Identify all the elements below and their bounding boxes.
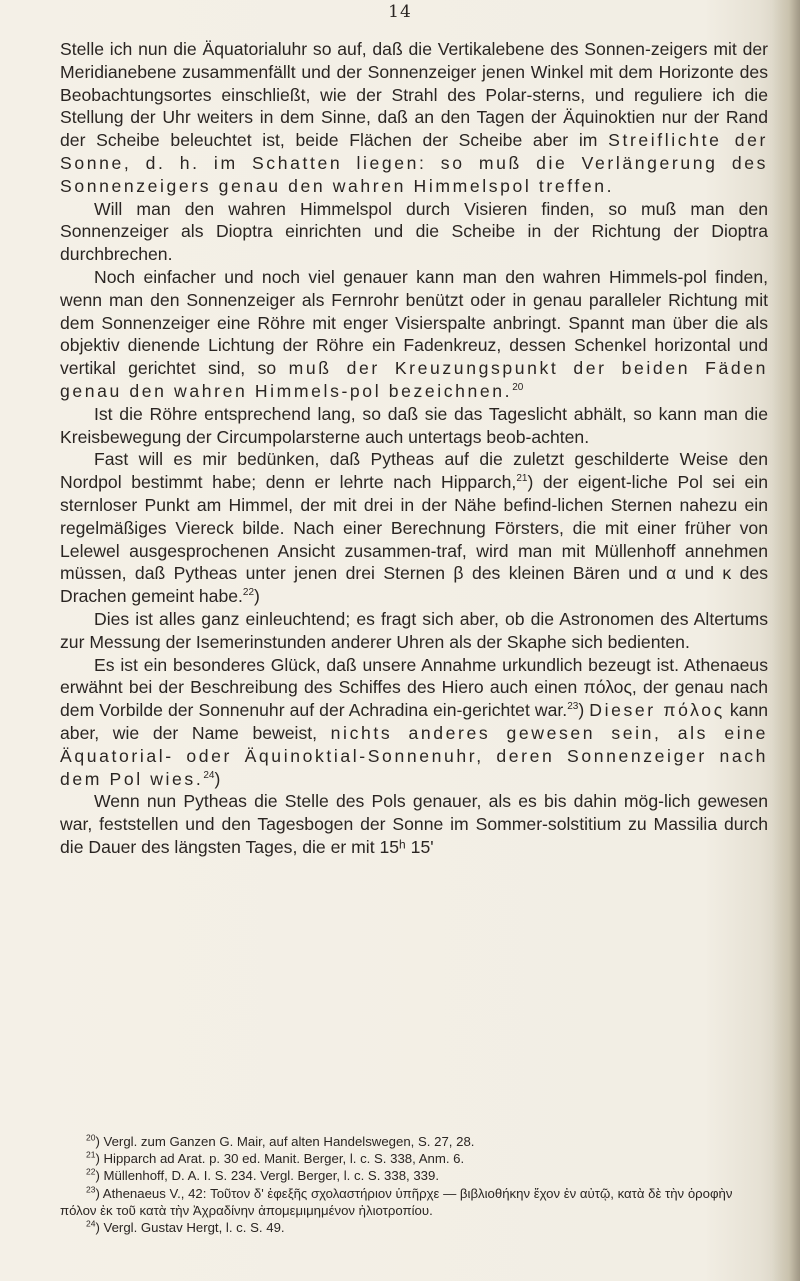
text-run: Noch einfacher und noch viel genauer kann man den wahren Himmels-pol finden, wenn man den Sonnenzeiger als Fernrohr benützt oder in genau paralleler Richtung mit dem Sonnenzeiger eine Röhre mit enger Visierspalte anbringt. Spannt man über die als objektiv dienende Lichtung der Röhre ein Fadenkreuz, dessen Schenkel horizontal und vertikal gerichtet sind, so: [60, 266, 768, 379]
footnote-text: ) Hipparch ad Arat. p. 30 ed. Manit. Berger, l. c. S. 338, Anm. 6.: [95, 1151, 465, 1167]
paragraph: [60, 790, 768, 858]
footnote-text: ) Athenaeus V., 42: Τοῦτον δ' ἐφεξῆς σχολαστήριον ὑπῆρχε — βιβλιοθήκην ἔχον ἐν αὐτῷ, κατὰ δὲ τὴν ὀροφὴν πόλον ἐκ τοῦ κατὰ τὴν Ἀχραδίνην ἀπομεμιμημένον ἡλιοτροπίου.: [60, 1185, 733, 1218]
paragraph: [60, 198, 768, 266]
footnote: [60, 1219, 768, 1236]
paragraph: [60, 403, 768, 449]
page-edge-shadow: [772, 0, 800, 1281]
page-number: 14: [388, 2, 412, 22]
spaced-emphasis-text: nichts anderes gewesen sein, als eine Äquatorial- oder Äquinoktial-Sonnenuhr, deren Sonnenzeiger nach dem Pol wies.: [60, 722, 768, 789]
text-run: Ist die Röhre entsprechend lang, so daß sie das Tageslicht abhält, so kann man die Kreisbewegung der Circumpolarsterne auch untertags beob-achten.: [60, 403, 768, 447]
footnote-ref: 22: [242, 587, 255, 599]
footnote: [60, 1133, 768, 1150]
paragraph: [60, 38, 768, 198]
footnote-text: ) Müllenhoff, D. A. I. S. 234. Vergl. Berger, l. c. S. 338, 339.: [95, 1168, 440, 1184]
footnote-text: ) Vergl. zum Ganzen G. Mair, auf alten Handelswegen, S. 27, 28.: [95, 1134, 475, 1149]
spaced-emphasis-text: Dieser πόλος: [589, 700, 725, 721]
footnote: [60, 1167, 768, 1184]
text-run: Will man den wahren Himmelspol durch Visieren finden, so muß man den Sonnenzeiger als Dioptra einrichten und die Scheibe in der Richtung der Dioptra durchbrechen.: [60, 198, 768, 265]
text-run: ): [254, 586, 260, 607]
paragraph: [60, 448, 768, 608]
paragraph: [60, 266, 768, 403]
main-text: [60, 38, 768, 859]
text-run: Wenn nun Pytheas die Stelle des Pols genauer, als es bis dahin mög-lich gewesen war, feststellen und den Tagesbogen der Sonne im Sommer-solstitium zu Massilia durch die Dauer des längsten Tages, die er mit 15ʰ 15': [60, 791, 768, 857]
footnote-text: ) Vergl. Gustav Hergt, l. c. S. 49.: [95, 1220, 285, 1236]
paragraph: [60, 654, 768, 791]
text-run: kann aber, wie der Name beweist,: [60, 700, 769, 743]
footnote-number: 20: [86, 1132, 96, 1143]
text-run: Fast will es mir bedünken, daß Pytheas auf die zuletzt geschilderte Weise den Nordpol bestimmt habe; denn er lehrte nach Hipparch,: [60, 449, 768, 493]
footnote-ref: 23: [567, 701, 579, 713]
footnote-ref: 24: [203, 769, 215, 781]
footnote-number: 21: [86, 1149, 96, 1160]
text-run: Stelle ich nun die Äquatorialuhr so auf, daß die Vertikalebene des Sonnen-zeigers mit der Meridianebene zusammenfällt und der Sonnenzeiger jenen Winkel mit dem Horizonte des Beobachtungsortes einschließt, wie der Strahl des Polar-sterns, und reguliere ich die Stellung der Uhr weiters in dem Sinne, daß an den Tagen der Äquinoktien nur der Rand der Scheibe beleuchtet ist, beide Flächen der Scheibe aber im: [60, 39, 768, 151]
footnote-ref: 21: [516, 473, 528, 485]
footnote-number: 23: [86, 1184, 96, 1195]
text-run: ): [214, 768, 221, 789]
text-run: Dies ist alles ganz einleuchtend; es fragt sich aber, ob die Astronomen des Altertums zur Messung der Isemerinstunden anderer Uhren als der Skaphe sich bedienten.: [60, 608, 768, 652]
footnote: [60, 1150, 768, 1167]
footnotes: [60, 1133, 768, 1236]
spaced-emphasis-text: muß der Kreuzungspunkt der beiden Fäden genau den wahren Himmels-pol bezeichnen.: [60, 358, 768, 401]
text-run: Es ist ein besonderes Glück, daß unsere Annahme urkundlich bezeugt ist. Athenaeus erwähnt bei der Beschreibung des Schiffes des Hiero auch einen πόλος, der genau nach dem Vorbilde der Sonnenuhr auf der Achradina ein-gerichtet war.: [60, 654, 768, 721]
paragraph: [60, 608, 768, 654]
footnote-ref: 20: [512, 382, 524, 394]
footnote-number: 24: [86, 1218, 96, 1229]
footnote: [60, 1185, 768, 1219]
spaced-emphasis-text: Streiflichte der Sonne, d. h. im Schatten liegen: so muß die Verlängerung des Sonnenzeigers genau den wahren Himmelspol treffen.: [60, 130, 768, 196]
text-run: ) der eigent-liche Pol sei ein sternloser Punkt am Himmel, der mit drei in der Nähe befind-lichen Sternen nahezu ein regelmäßiges Viereck bilde. Nach einer Berechnung Försters, die mit einer früher von Lelewel ausgesprochenen Ansicht zusammen-traf, wird man mit Müllenhoff annehmen müssen, daß Pytheas unter jenen drei Sternen β des kleinen Bären und α und κ des Drachen gemeint habe.: [60, 472, 768, 607]
text-run: ): [578, 700, 590, 721]
footnote-number: 22: [86, 1167, 96, 1178]
